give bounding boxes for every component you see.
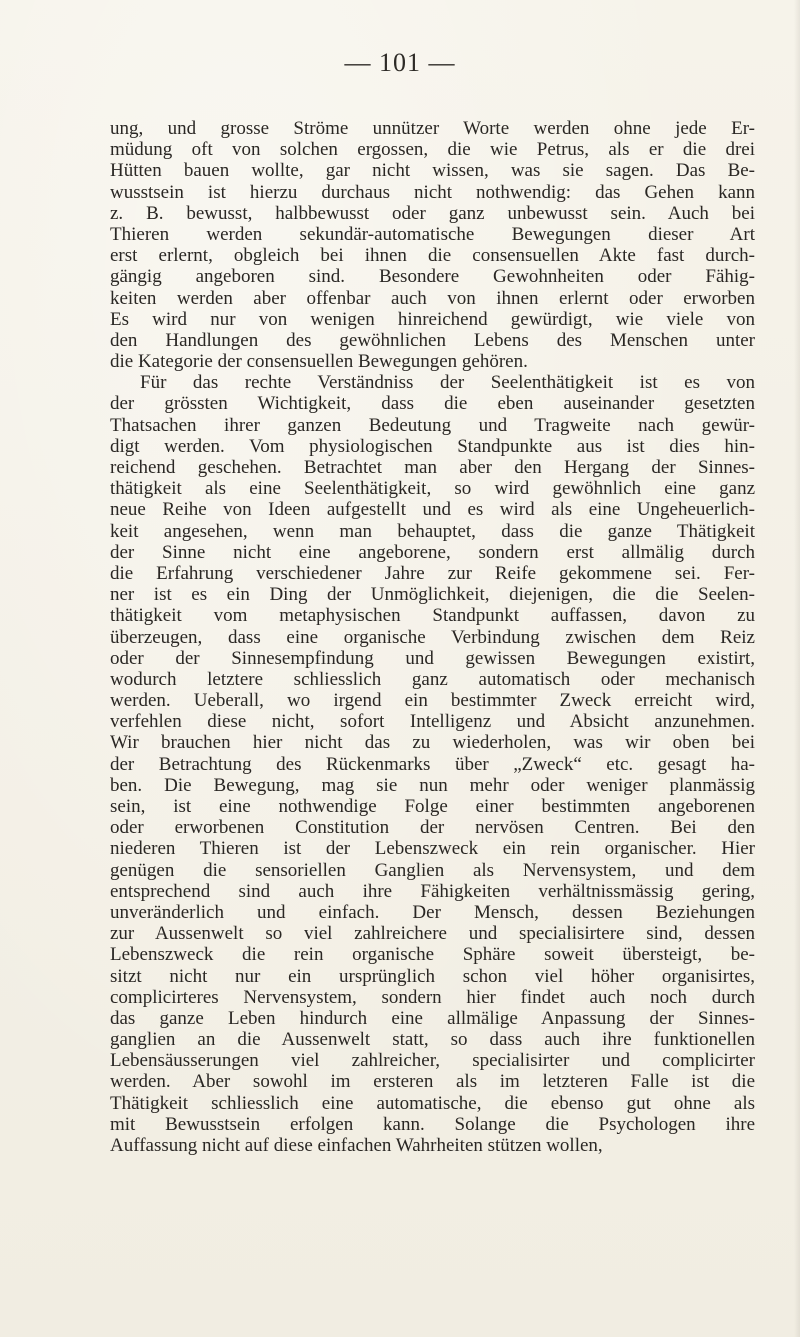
text-line: ung, und grosse Ströme unnützer Worte werden ohne jede Er-: [110, 118, 755, 139]
text-line: wusstsein ist hierzu durchaus nicht nothwendig: das Gehen kann: [110, 181, 755, 203]
text-line: müdung oft von solchen ergossen, die wie Petrus, als er die drei: [110, 139, 755, 161]
text-line: thätigkeit vom metaphysischen Standpunkt auffassen, davon zu: [110, 605, 755, 627]
text-line: complicirteres Nervensystem, sondern hier findet auch noch durch: [110, 986, 755, 1008]
text-line: keit angesehen, wenn man behauptet, dass die ganze Thätigkeit: [110, 520, 755, 542]
text-line: ben. Die Bewegung, mag sie nun mehr oder weniger planmässig: [110, 774, 755, 796]
text-line: oder der Sinnesempfindung und gewissen Bewegungen existirt,: [110, 647, 755, 669]
body-text: [110, 118, 755, 1156]
text-line: wodurch letztere schliesslich ganz automatisch oder mechanisch: [110, 668, 755, 690]
text-line: thätigkeit als eine Seelenthätigkeit, so wird gewöhnlich eine ganz: [110, 478, 755, 500]
text-line: verfehlen diese nicht, sofort Intelligenz und Absicht anzunehmen.: [110, 711, 755, 733]
text-line: erst erlernt, obgleich bei ihnen die consensuellen Akte fast durch-: [110, 245, 755, 267]
text-line: Thätigkeit schliesslich eine automatische, die ebenso gut ohne als: [110, 1092, 755, 1114]
page-number: — 101 —: [344, 48, 456, 77]
text-line: sitzt nicht nur ein ursprünglich schon viel höher organisirtes,: [110, 965, 755, 987]
text-line: Thieren werden sekundär-automatische Bewegungen dieser Art: [110, 223, 755, 245]
text-line: digt werden. Vom physiologischen Standpunkte aus ist dies hin-: [110, 435, 755, 457]
text-line: Hütten bauen wollte, gar nicht wissen, was sie sagen. Das Be-: [110, 160, 755, 182]
text-line: z. B. bewusst, halbbewusst oder ganz unbewusst sein. Auch bei: [110, 202, 755, 224]
text-line: Lebenszweck die rein organische Sphäre soweit übersteigt, be-: [110, 944, 755, 966]
text-line: überzeugen, dass eine organische Verbindung zwischen dem Reiz: [110, 626, 755, 648]
text-line: unveränderlich und einfach. Der Mensch, dessen Beziehungen: [110, 901, 755, 923]
text-line: der Betrachtung des Rückenmarks über „Zweck“ etc. gesagt ha-: [110, 753, 755, 775]
text-line: werden. Ueberall, wo irgend ein bestimmter Zweck erreicht wird,: [110, 690, 755, 712]
text-line: niederen Thieren ist der Lebenszweck ein rein organischer. Hier: [110, 838, 755, 860]
text-line: den Handlungen des gewöhnlichen Lebens des Menschen unter: [110, 329, 755, 351]
page-edge-shadow: [794, 0, 800, 1337]
text-line: die Kategorie der consensuellen Bewegungen gehören.: [110, 351, 528, 373]
text-line: genügen die sensoriellen Ganglien als Nervensystem, und dem: [110, 859, 755, 881]
text-line: gängig angeboren sind. Besondere Gewohnheiten oder Fähig-: [110, 266, 755, 288]
text-line: Für das rechte Verständniss der Seelenthätigkeit ist es von: [140, 372, 755, 394]
text-line: ner ist es ein Ding der Unmöglichkeit, diejenigen, die die Seelen-: [110, 584, 755, 606]
text-line: reichend geschehen. Betrachtet man aber den Hergang der Sinnes-: [110, 457, 755, 478]
text-line: entsprechend sind auch ihre Fähigkeiten verhältnissmässig gering,: [110, 880, 755, 902]
text-line: Auffassung nicht auf diese einfachen Wahrheiten stützen wollen,: [110, 1135, 603, 1156]
text-line: Lebensäusserungen viel zahlreicher, specialisirter und complicirter: [110, 1050, 755, 1072]
text-line: der grössten Wichtigkeit, dass die eben auseinander gesetzten: [110, 393, 755, 415]
text-line: oder erworbenen Constitution der nervösen Centren. Bei den: [110, 817, 755, 839]
text-line: zur Aussenwelt so viel zahlreichere und specialisirtere sind, dessen: [110, 923, 755, 945]
text-line: werden. Aber sowohl im ersteren als im letzteren Falle ist die: [110, 1071, 755, 1093]
text-line: Es wird nur von wenigen hinreichend gewürdigt, wie viele von: [110, 308, 755, 330]
text-line: der Sinne nicht eine angeborene, sondern erst allmälig durch: [110, 541, 755, 563]
text-line: sein, ist eine nothwendige Folge einer bestimmten angeborenen: [110, 796, 755, 817]
text-line: ganglien an die Aussenwelt statt, so dass auch ihre funktionellen: [110, 1029, 755, 1051]
text-line: das ganze Leben hindurch eine allmälige Anpassung der Sinnes-: [110, 1007, 755, 1029]
text-line: Thatsachen ihrer ganzen Bedeutung und Tragweite nach gewür-: [110, 414, 755, 436]
text-line: die Erfahrung verschiedener Jahre zur Reife gekommene sei. Fer-: [110, 562, 755, 584]
text-line: mit Bewusstsein erfolgen kann. Solange die Psychologen ihre: [110, 1113, 755, 1135]
text-line: neue Reihe von Ideen aufgestellt und es wird als eine Ungeheuerlich-: [110, 499, 755, 521]
text-line: keiten werden aber offenbar auch von ihnen erlernt oder erworben: [110, 287, 755, 309]
text-line: Wir brauchen hier nicht das zu wiederholen, was wir oben bei: [110, 732, 755, 754]
